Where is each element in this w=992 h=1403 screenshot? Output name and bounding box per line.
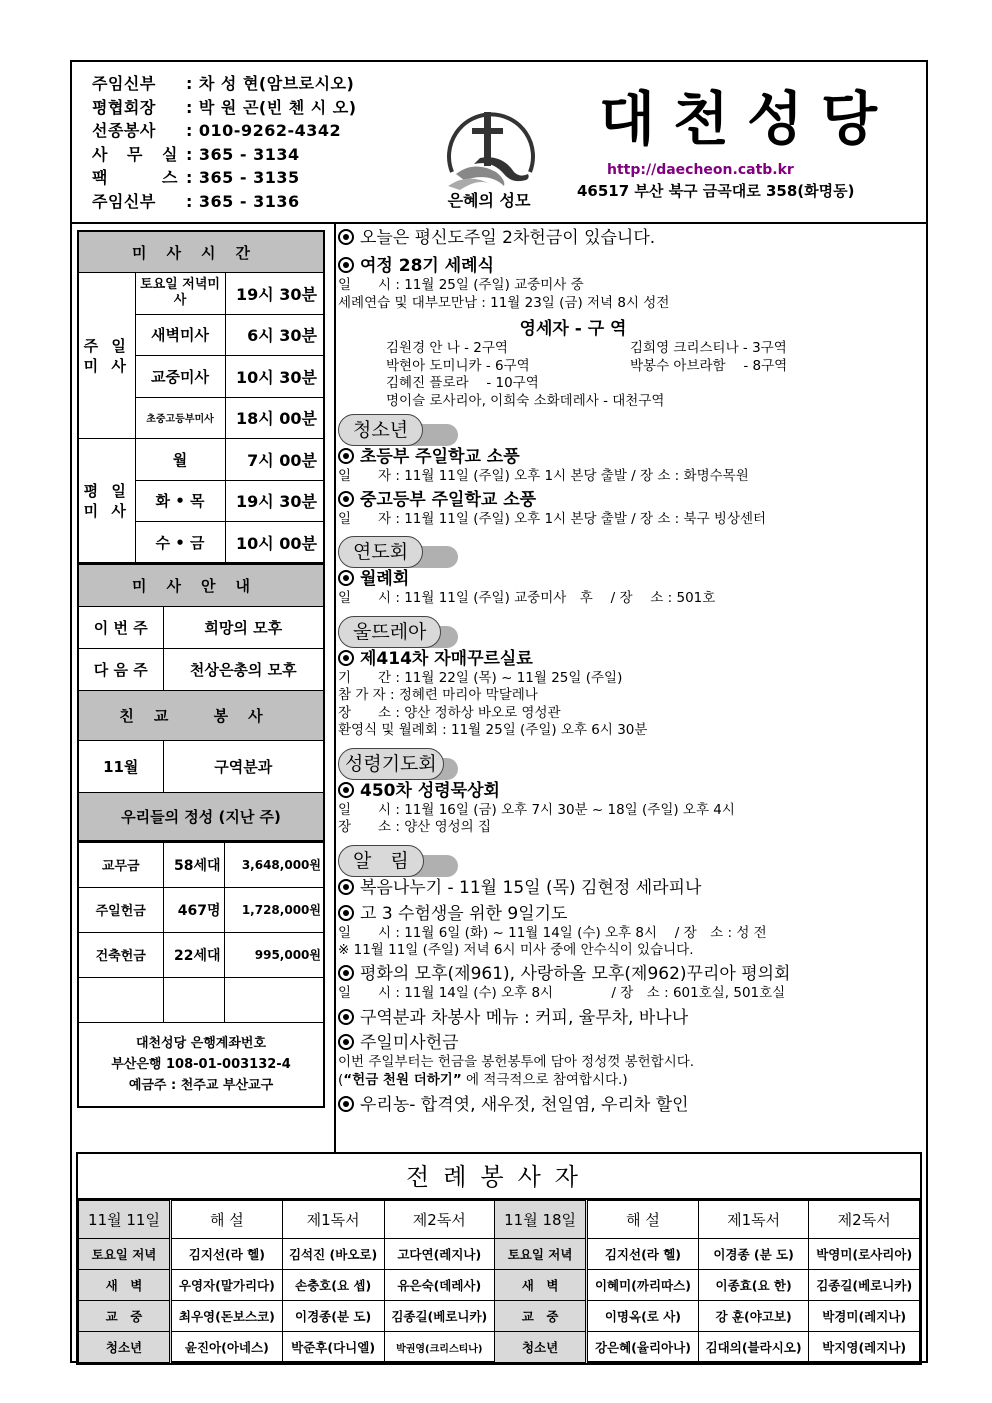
guide-label: 이 번 주 xyxy=(78,607,163,649)
news-line: 환영식 및 월례회 : 11월 25일 (주일) 오후 6시 30분 xyxy=(338,722,648,738)
col-header: 제2독서 xyxy=(809,1201,920,1239)
mass-time: 10시 30분 xyxy=(225,356,324,398)
info-label: 주임신부 xyxy=(92,191,156,211)
logo-caption: 은혜의 성모 xyxy=(447,191,531,210)
mass-name: 월 xyxy=(135,439,225,481)
table-row: 청소년 윤진아(아네스) 박준후(다니엘) 박권영(크리스티나) 청소년 강은혜(율리아나) 김대의(블라시오) 박지영(레지나) xyxy=(79,1332,920,1363)
news-line: 참 가 자 : 정혜련 마리아 막달레나 xyxy=(338,687,538,703)
offering-amount: 3,648,000원 xyxy=(224,842,324,887)
bullet-icon xyxy=(338,782,354,798)
liturgical-ministers xyxy=(76,1152,922,1365)
bullet-icon xyxy=(338,448,354,464)
info-label: 평협회장 xyxy=(92,97,156,117)
offering-name: 주일헌금 xyxy=(78,887,163,932)
bullet-icon xyxy=(338,1096,354,1112)
offering-table xyxy=(77,842,325,1108)
mass-time: 10시 00분 xyxy=(225,522,324,564)
news-item-title: 중고등부 주일학교 소풍 xyxy=(338,489,928,511)
news-line: 장 소 : 양산 영성의 집 xyxy=(338,819,492,835)
info-value: 365 - 3135 xyxy=(198,168,300,187)
bullet-icon xyxy=(338,570,354,586)
news-line: 일 자 : 11월 11일 (주일) 오후 1시 본당 출발 / 장 소 : 북구 빙상센터 xyxy=(338,510,767,527)
news-line: 일 시 : 11월 6일 (화) ~ 11월 14일 (수) 오후 8시 / 장 소 : 성 전 xyxy=(338,924,767,941)
news-item-title: 주일미사헌금 xyxy=(338,1032,928,1054)
news-line: 일 자 : 11월 11일 (주일) 오후 1시 본당 출발 / 장 소 : 화명수목원 xyxy=(338,468,749,484)
sunday-mass-label: 주 일 미 사 xyxy=(78,273,135,439)
info-label: 주임신부 xyxy=(92,74,156,93)
info-row: 사 무 실 : 365 - 3134 xyxy=(92,143,357,167)
guide-value: 희망의 모후 xyxy=(163,607,324,649)
info-row: 주임신부 : 차 성 현(암브로시오) xyxy=(92,72,357,96)
news-item: 구역분과 차봉사 메뉴 : 커피, 율무차, 바나나 xyxy=(338,1007,928,1029)
guide-label: 다 음 주 xyxy=(78,649,163,691)
mass-time: 18시 00분 xyxy=(225,397,324,439)
news-item: 오늘은 평신도주일 2차헌금이 있습니다. xyxy=(338,227,928,249)
info-label: 선종봉사 xyxy=(92,121,156,140)
offering-name xyxy=(78,977,163,1022)
ministers-title: 전례봉사자 xyxy=(78,1154,920,1200)
bank-account-number: 부산은행 108-01-003132-4 xyxy=(111,1056,291,1072)
news-line: 장 소 : 양산 정하상 바오로 영성관 xyxy=(338,704,561,721)
date-header: 11월 18일 xyxy=(495,1201,587,1239)
baptism-list-title: 영세자 - 구 역 xyxy=(519,319,627,339)
info-label: 팩 스 xyxy=(92,168,178,187)
info-row: 주임신부 : 365 - 3136 xyxy=(92,190,357,214)
section-label-notice: 알 림 xyxy=(338,845,424,877)
info-row: 선종봉사 : 010-9262-4342 xyxy=(92,119,357,143)
offering-amount: 1,728,000원 xyxy=(224,887,324,932)
fellowship-value: 구역분과 xyxy=(163,741,324,793)
info-row: 팩 스 : 365 - 3135 xyxy=(92,166,357,190)
contact-info xyxy=(92,72,357,213)
bullet-icon xyxy=(338,257,354,273)
mass-name: 교중미사 xyxy=(135,356,225,398)
baptism-row: 박현아 도미니카 - 6구역 박봉수 아브라함 - 8구역 xyxy=(386,357,788,374)
info-row: 평협회장 : 박 원 곤(빈 첸 시 오) xyxy=(92,96,357,120)
bullet-icon xyxy=(338,491,354,507)
baptism-row: 명이슬 로사리아, 이희숙 소화데레사 - 대천구역 xyxy=(386,392,665,409)
mass-schedule-table xyxy=(77,230,325,564)
info-value: 010-9262-4342 xyxy=(198,121,342,140)
bullet-icon xyxy=(338,905,354,921)
section-label-ultreya: 울뜨레아 xyxy=(338,616,441,648)
offering-header: 우리들의 정성 (지난 주) xyxy=(78,793,324,841)
fellowship-month: 11월 xyxy=(78,741,163,793)
info-value: 365 - 3136 xyxy=(198,191,300,211)
section-label-youth: 청소년 xyxy=(338,414,423,446)
offering-amount: 995,000원 xyxy=(224,932,324,977)
baptism-list xyxy=(338,340,928,410)
news-item: 우리농- 합격엿, 새우젓, 천일염, 우리차 할인 xyxy=(338,1094,928,1116)
news-item-title: 고 3 수험생을 위한 9일기도 xyxy=(338,903,928,925)
fellowship-header: 친교 봉사 xyxy=(78,691,324,741)
col-header: 해 설 xyxy=(587,1201,699,1239)
baptism-row: 김원경 안 나 - 2구역 김희영 크리스티나 - 3구역 xyxy=(386,340,787,356)
news-line: 일 시 : 11월 14일 (수) 오후 8시 / 장 소 : 601호실, 501호실 xyxy=(338,984,786,1001)
news-item-title: 월례회 xyxy=(338,568,928,590)
church-address: 46517 부산 북구 금곡대로 358(화명동) xyxy=(577,182,855,200)
info-value: 박 원 곤(빈 첸 시 오) xyxy=(198,97,357,117)
ministers-header-row xyxy=(79,1201,920,1239)
section-label-prayer: 성령기도회 xyxy=(338,748,444,780)
col-header: 제1독서 xyxy=(698,1201,809,1239)
mass-guide-table xyxy=(77,564,325,842)
col-header: 제2독서 xyxy=(384,1201,495,1239)
offering-amount xyxy=(224,977,324,1022)
news-line: 이번 주일부터는 헌금을 봉헌봉투에 담아 정성껏 봉헌합시다. xyxy=(338,1054,695,1070)
offering-name: 건축헌금 xyxy=(78,932,163,977)
mass-time-header: 미사시간 xyxy=(78,231,324,273)
table-row: 교 중 최우영(돈보스코) 이경종(분 도) 김종길(베로니카) 교 중 이명옥(로 사) 강 훈(야고보) 박경미(레지나) xyxy=(79,1301,920,1332)
news-item-title: 450차 성령묵상회 xyxy=(338,780,928,802)
offering-name: 교무금 xyxy=(78,842,163,887)
news-item-title: 여정 28기 세례식 xyxy=(338,255,928,277)
news-line: 기 간 : 11월 22일 (목) ~ 11월 25일 (주일) xyxy=(338,669,623,686)
offering-count xyxy=(163,977,224,1022)
mass-name: 수 • 금 xyxy=(135,522,225,564)
bank-account-info xyxy=(78,1022,324,1107)
bullet-icon xyxy=(338,1034,354,1050)
bullet-icon xyxy=(338,650,354,666)
bullet-icon xyxy=(338,1009,354,1025)
guide-value: 천상은총의 모후 xyxy=(163,649,324,691)
baptism-row: 김혜진 플로라 - 10구역 xyxy=(386,375,539,391)
news-line: ※ 11월 11일 (주일) 저녁 6시 미사 중에 안수식이 있습니다. xyxy=(338,942,694,958)
news-line: (“헌금 천원 더하기” 에 적극적으로 참여합시다.) xyxy=(338,1071,628,1088)
info-value: 365 - 3134 xyxy=(198,144,300,164)
weekday-mass-label: 평 일 미 사 xyxy=(78,439,135,564)
table-row: 새 벽 우영자(말가리다) 손충호(요 셉) 유은숙(데레사) 새 벽 이혜미(까리따스) 이종효(요 한) 김종길(베로니카) xyxy=(79,1270,920,1301)
news-item-title: 제414차 자매꾸르실료 xyxy=(338,648,928,670)
church-title: 대천성당 xyxy=(598,85,896,153)
date-header: 11월 11일 xyxy=(79,1201,171,1239)
bullet-icon xyxy=(338,965,354,981)
mass-name: 새벽미사 xyxy=(135,314,225,356)
bank-holder: 예금주 : 천주교 부산교구 xyxy=(128,1077,274,1093)
mass-time: 6시 30분 xyxy=(225,314,324,356)
table-row: 토요일 저녁 김지선(라 헬) 김석진 (바오로) 고다연(레지나) 토요일 저녁 김지선(라 헬) 이경종 (분 도) 박영미(로사리아) xyxy=(79,1239,920,1270)
bullet-icon xyxy=(338,879,354,895)
offering-count: 22세대 xyxy=(163,932,224,977)
col-header: 해 설 xyxy=(171,1201,283,1239)
left-column xyxy=(77,230,325,1108)
mass-time: 19시 30분 xyxy=(225,273,324,315)
mass-name: 토요일 저녁미사 xyxy=(135,273,225,315)
mass-guide-header: 미사안내 xyxy=(78,565,324,607)
ministers-table xyxy=(78,1200,920,1363)
news-item: 복음나누기 - 11월 15일 (목) 김현정 세라피나 xyxy=(338,877,928,899)
offering-count: 467명 xyxy=(163,887,224,932)
mass-name: 화 • 목 xyxy=(135,480,225,522)
info-label: 사 무 실 xyxy=(92,144,178,164)
church-url[interactable]: http://daecheon.catb.kr xyxy=(607,162,794,178)
mass-time: 7시 00분 xyxy=(225,439,324,481)
bulletin-page xyxy=(70,60,928,1363)
news-item-title: 평화의 모후(제961), 사랑하올 모후(제962)꾸리아 평의회 xyxy=(338,963,928,985)
mass-time: 19시 30분 xyxy=(225,480,324,522)
mass-name: 초중고등부미사 xyxy=(135,397,225,439)
section-label-elderly: 연도회 xyxy=(338,536,423,568)
news-column xyxy=(338,227,928,1116)
news-item-title: 초등부 주일학교 소풍 xyxy=(338,446,928,468)
news-line: 일 시 : 11월 25일 (주일) 교중미사 중 xyxy=(338,277,584,293)
news-line: 일 시 : 11월 16일 (금) 오후 7시 30분 ~ 18일 (주일) 오후 4시 xyxy=(338,801,735,818)
news-line: 세례연습 및 대부모만남 : 11월 23일 (금) 저녁 8시 성전 xyxy=(338,294,670,311)
bullet-icon xyxy=(338,229,354,245)
col-header: 제1독서 xyxy=(282,1201,384,1239)
offering-count: 58세대 xyxy=(163,842,224,887)
bank-line: 대천성당 은행계좌번호 xyxy=(135,1035,267,1051)
info-value: 차 성 현(암브로시오) xyxy=(198,74,355,93)
bulletin-header xyxy=(72,62,926,224)
news-line: 일 시 : 11월 11일 (주일) 교중미사 후 / 장 소 : 501호 xyxy=(338,590,716,606)
